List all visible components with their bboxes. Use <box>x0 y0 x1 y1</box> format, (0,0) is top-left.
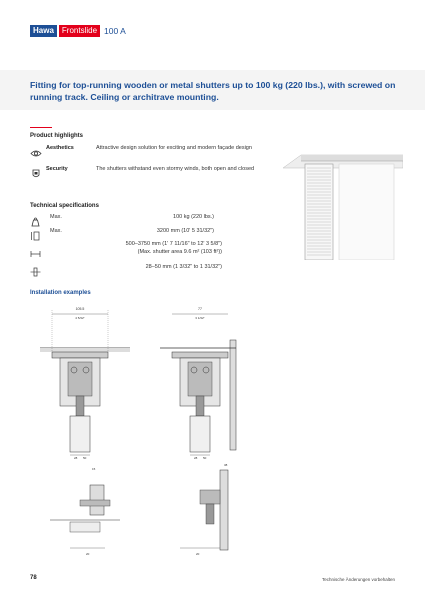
spec-value: 28–50 mm (1 3/32" to 1 31/32") <box>145 264 222 270</box>
spec-height <box>30 228 214 238</box>
detail-drawing-right <box>150 460 260 565</box>
footer-note: Technische Änderungen vorbehalten <box>321 577 395 582</box>
dim-bottom-left: 28 <box>194 456 198 460</box>
width-icon <box>30 245 42 255</box>
installation-drawing-ceiling <box>30 300 140 465</box>
installation-title: Installation examples <box>30 290 91 296</box>
spec-weight <box>30 214 214 224</box>
dim-top: 77 <box>198 307 202 311</box>
page-title: Fitting for top-running wooden or metal shutters up to 100 kg (220 lbs.), with screwed on running track. Ceiling or architrave mounting. <box>30 80 396 102</box>
installation-drawing-architrave <box>150 300 260 465</box>
spec-label: Max. <box>50 214 62 220</box>
dim-detail-bottom: 20 <box>196 552 200 556</box>
spec-value: 100 kg (220 lbs.) <box>173 214 214 220</box>
highlight-security <box>30 166 256 176</box>
weight-icon <box>30 214 42 224</box>
dim-top: 105.5 <box>75 307 85 311</box>
shield-icon <box>30 166 42 176</box>
dim-bottom-right: 50 <box>83 456 87 460</box>
dim-detail: 15 <box>92 467 96 471</box>
spec-width <box>30 241 222 256</box>
spec-value: 500–3750 mm (1' 7 11/16" to 12' 3 5/8") <box>125 241 222 247</box>
highlight-aesthetics <box>30 145 256 155</box>
spec-note: (Max. shutter area 9.6 m² (103 ft²)) <box>137 248 222 255</box>
product-line-tag: Frontslide <box>59 25 100 37</box>
height-icon <box>30 228 42 238</box>
highlight-label: Security <box>46 166 68 172</box>
highlight-desc: Attractive design solution for exciting and modern façade design <box>96 145 252 151</box>
dim-bottom-left: 28 <box>74 456 78 460</box>
thickness-icon <box>30 264 42 274</box>
spec-value: 3200 mm (10' 5 31/32") <box>156 228 214 234</box>
dim-detail-bottom: 20 <box>86 552 90 556</box>
brand-logo: Hawa <box>30 25 57 37</box>
section-divider <box>30 127 52 128</box>
spec-label: Max. <box>50 228 62 234</box>
dim-top-inch: 4 5/32" <box>75 316 85 320</box>
dim-top-inch: 3 1/32" <box>195 316 205 320</box>
spec-thickness <box>30 264 222 274</box>
dim-bottom-right: 50 <box>203 456 207 460</box>
shutter-illustration <box>283 150 403 265</box>
highlights-title: Product highlights <box>30 133 83 139</box>
page-number: 78 <box>30 575 37 581</box>
detail-drawing-left <box>30 460 140 565</box>
model-name: 100 A <box>104 26 126 36</box>
brand-header <box>30 25 126 37</box>
highlight-desc: The shutters withstand even stormy winds, both open and closed <box>96 166 255 172</box>
dim-detail: 38 <box>224 463 228 467</box>
eye-icon <box>30 145 42 155</box>
specs-title: Technical specifications <box>30 203 99 209</box>
highlight-label: Aesthetics <box>46 145 74 151</box>
